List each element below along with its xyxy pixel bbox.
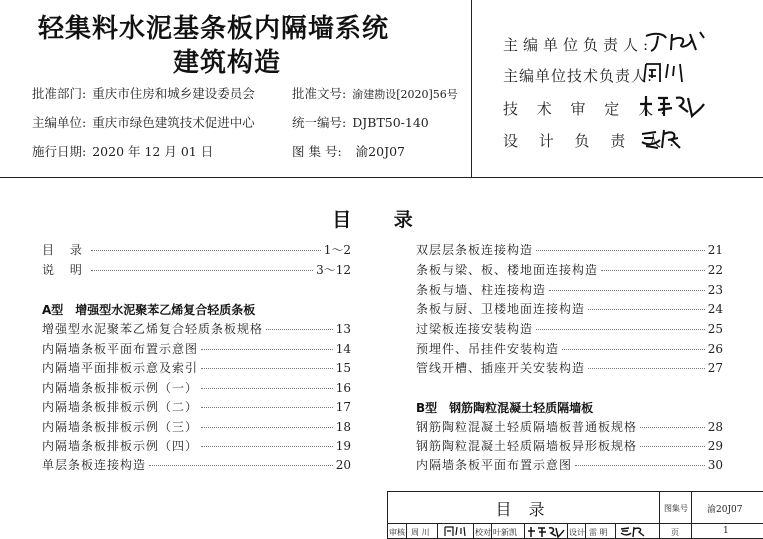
toc-leader [601, 270, 705, 271]
tb-review-name: 周 川 [411, 528, 430, 537]
toc-entry[interactable] [42, 261, 351, 281]
toc-entry-title: 管线开槽、插座开关安装构造 [416, 361, 586, 375]
approve-dept-label: 批准部门: [32, 86, 87, 101]
tb-cell-divider [473, 523, 474, 539]
toc-leader [201, 446, 333, 447]
toc-leader [575, 465, 705, 466]
toc-entry[interactable] [42, 418, 351, 438]
toc-entry-page: 29 [707, 439, 723, 453]
toc-leader [588, 368, 705, 369]
toc-entry[interactable] [42, 456, 351, 476]
toc-leader [149, 465, 333, 466]
toc-heading: 目 录 [332, 209, 431, 231]
toc-entry-page: 26 [707, 342, 723, 356]
tb-cell-divider [437, 523, 438, 539]
toc-entry-title: 单层条板连接构造 [42, 458, 147, 472]
header-divider-vertical [471, 0, 472, 178]
tb-drawing-name: 目 录 [495, 500, 551, 519]
toc-entry-title: 内隔墙条板排板示例（三） [42, 420, 199, 434]
toc-entry-page: 18 [335, 420, 351, 434]
toc-entry-page: 24 [707, 302, 723, 316]
toc-leader [640, 427, 705, 428]
toc-entry[interactable] [416, 241, 723, 261]
toc-entry-title: 增强型水泥聚苯乙烯复合轻质条板规格 [42, 322, 264, 336]
tb-cell-divider [524, 523, 525, 539]
toc-entry-page: 23 [707, 283, 723, 297]
toc-entry-title: 目 录 [42, 243, 88, 257]
toc-entry[interactable] [416, 320, 723, 340]
unified-no [292, 113, 429, 131]
signature-tech [640, 60, 686, 86]
toc-entry-page: 27 [707, 361, 723, 375]
toc-leader [201, 388, 333, 389]
toc-entry-page: 13 [335, 322, 351, 336]
toc-section-b: B型 钢筋陶粒混凝土轻质隔墙板 [416, 401, 594, 415]
toc-entry-title: 预埋件、吊挂件安装构造 [416, 342, 560, 356]
toc-entry-page: 1～2 [323, 243, 351, 257]
effective-date-value: 2020 年 12 月 01 日 [92, 144, 214, 159]
toc-leader [201, 368, 333, 369]
toc-entry[interactable] [42, 340, 351, 360]
toc-entry-page: 22 [707, 263, 723, 277]
signature-design [638, 126, 684, 152]
unified-no-label: 统一编号: [292, 115, 347, 130]
toc-entry-title: 条板与墙、柱连接构造 [416, 283, 547, 297]
resp-tech-label: 主编单位技术负责人: [503, 67, 654, 85]
toc-leader [91, 250, 321, 251]
toc-entry[interactable] [42, 359, 351, 379]
atlas-no [292, 142, 405, 160]
approve-no-label: 批准文号: [292, 86, 347, 101]
tb-page-no: 1 [723, 526, 729, 536]
approve-dept [32, 84, 255, 102]
toc-entry-page: 15 [335, 361, 351, 375]
toc-entry-title: 内隔墙平面排板示意及索引 [42, 361, 199, 375]
editor-unit [32, 113, 255, 131]
editor-unit-label: 主编单位: [32, 115, 87, 130]
tb-cell-divider [585, 523, 586, 539]
toc-entry-page: 17 [335, 400, 351, 414]
tb-design-label: 设计 [569, 528, 585, 537]
approve-dept-value: 重庆市住房和城乡建设委员会 [92, 86, 255, 101]
editor-unit-value: 重庆市绿色建筑技术促进中心 [92, 115, 255, 130]
atlas-no-label: 图 集 号: [292, 144, 342, 159]
toc-entry-title: 条板与梁、板、楼地面连接构造 [416, 263, 599, 277]
toc-leader [549, 290, 705, 291]
tb-check-signature [527, 525, 565, 538]
toc-entry-page: 3～12 [316, 263, 351, 277]
toc-entry-page: 30 [707, 458, 723, 472]
toc-entry[interactable] [416, 418, 723, 438]
cover-header [0, 0, 763, 178]
toc-section-a: A型 增强型水泥聚苯乙烯复合轻质条板 [42, 303, 256, 317]
toc-entry-title: 内隔墙条板排板示例（四） [42, 439, 199, 453]
toc-entry-title: 钢筋陶粒混凝土轻质隔墙板异形板规格 [416, 439, 638, 453]
toc-leader [201, 349, 333, 350]
tb-check-name: 叶新凯 [493, 528, 517, 537]
approve-no [292, 84, 458, 102]
tb-atlas-label: 图集号 [664, 504, 688, 513]
toc-entry-title: 过梁板连接安装构造 [416, 322, 534, 336]
toc-leader [201, 427, 333, 428]
tb-review-signature [443, 525, 467, 538]
title-line-2: 建筑构造 [173, 48, 282, 78]
tb-row-divider [387, 523, 763, 524]
tb-cell-divider [567, 523, 568, 539]
toc-entry-page: 28 [707, 420, 723, 434]
toc-leader [266, 329, 333, 330]
toc-entry-page: 25 [707, 322, 723, 336]
toc-entry[interactable] [42, 379, 351, 399]
toc-entry-title: 内隔墙条板平面布置示意图 [42, 342, 199, 356]
tb-border-top [387, 491, 763, 492]
toc-entry[interactable] [42, 320, 351, 340]
toc-entry[interactable] [42, 398, 351, 418]
signature-review [638, 92, 706, 120]
tb-atlas-no: 渝20J07 [707, 505, 743, 515]
title-block [387, 491, 763, 539]
toc-entry-title: 条板与厨、卫楼地面连接构造 [416, 302, 586, 316]
toc-entry[interactable] [416, 456, 723, 476]
unified-no-value: DJBT50-140 [352, 115, 429, 130]
toc-entry[interactable] [416, 359, 723, 379]
toc-entry[interactable] [42, 241, 351, 261]
toc-entry-title: 说 明 [42, 263, 88, 277]
signature-editor-unit [642, 28, 708, 54]
tb-cell-divider [615, 523, 616, 539]
toc-entry[interactable] [416, 300, 723, 320]
title-line-1: 轻集料水泥基条板内隔墙系统 [38, 14, 390, 44]
toc-entry-title: 内隔墙条板平面布置示意图 [416, 458, 573, 472]
atlas-no-value: 渝20J07 [355, 144, 405, 159]
toc-leader [536, 329, 705, 330]
tb-check-label: 校对 [475, 528, 491, 537]
toc-entry-title: 双层层条板连接构造 [416, 243, 534, 257]
tb-design-signature [619, 525, 647, 538]
toc-leader [536, 250, 705, 251]
resp-design-label: 设 计 负 责 人: [503, 132, 683, 150]
tb-divider-2 [691, 491, 692, 539]
tb-review-label: 审核 [389, 528, 405, 537]
toc-entry-page: 16 [335, 381, 351, 395]
toc-leader [640, 446, 705, 447]
toc-entry-title: 内隔墙条板排板示例（二） [42, 400, 199, 414]
toc-leader [588, 309, 705, 310]
toc-leader [201, 407, 333, 408]
toc-entry-page: 21 [707, 243, 723, 257]
tb-design-name: 雷 明 [589, 528, 608, 537]
toc-entry-page: 14 [335, 342, 351, 356]
tb-cell-divider [406, 523, 407, 539]
toc-entry[interactable] [416, 261, 723, 281]
resp-review-label: 技 术 审 定 人: [503, 100, 673, 118]
tb-cell-divider [491, 523, 492, 539]
effective-date [32, 142, 213, 160]
toc-entry[interactable] [416, 437, 723, 457]
toc-entry[interactable] [42, 437, 351, 457]
toc-entry-page: 19 [335, 439, 351, 453]
effective-date-label: 施行日期: [32, 144, 87, 159]
toc-entry-title: 钢筋陶粒混凝土轻质隔墙板普通板规格 [416, 420, 638, 434]
resp-editor-unit-label: 主编单位负责人: [503, 36, 654, 54]
toc-entry[interactable] [416, 340, 723, 360]
toc-entry[interactable] [416, 281, 723, 301]
tb-divider-1 [659, 491, 660, 539]
toc-leader [562, 349, 705, 350]
tb-page-label: 页 [671, 528, 679, 537]
toc-entry-page: 20 [335, 458, 351, 472]
header-divider-horizontal [0, 177, 763, 178]
toc-entry-title: 内隔墙条板排板示例（一） [42, 381, 199, 395]
toc-leader [91, 270, 313, 271]
approve-no-value: 渝建勘设[2020]56号 [352, 88, 458, 101]
